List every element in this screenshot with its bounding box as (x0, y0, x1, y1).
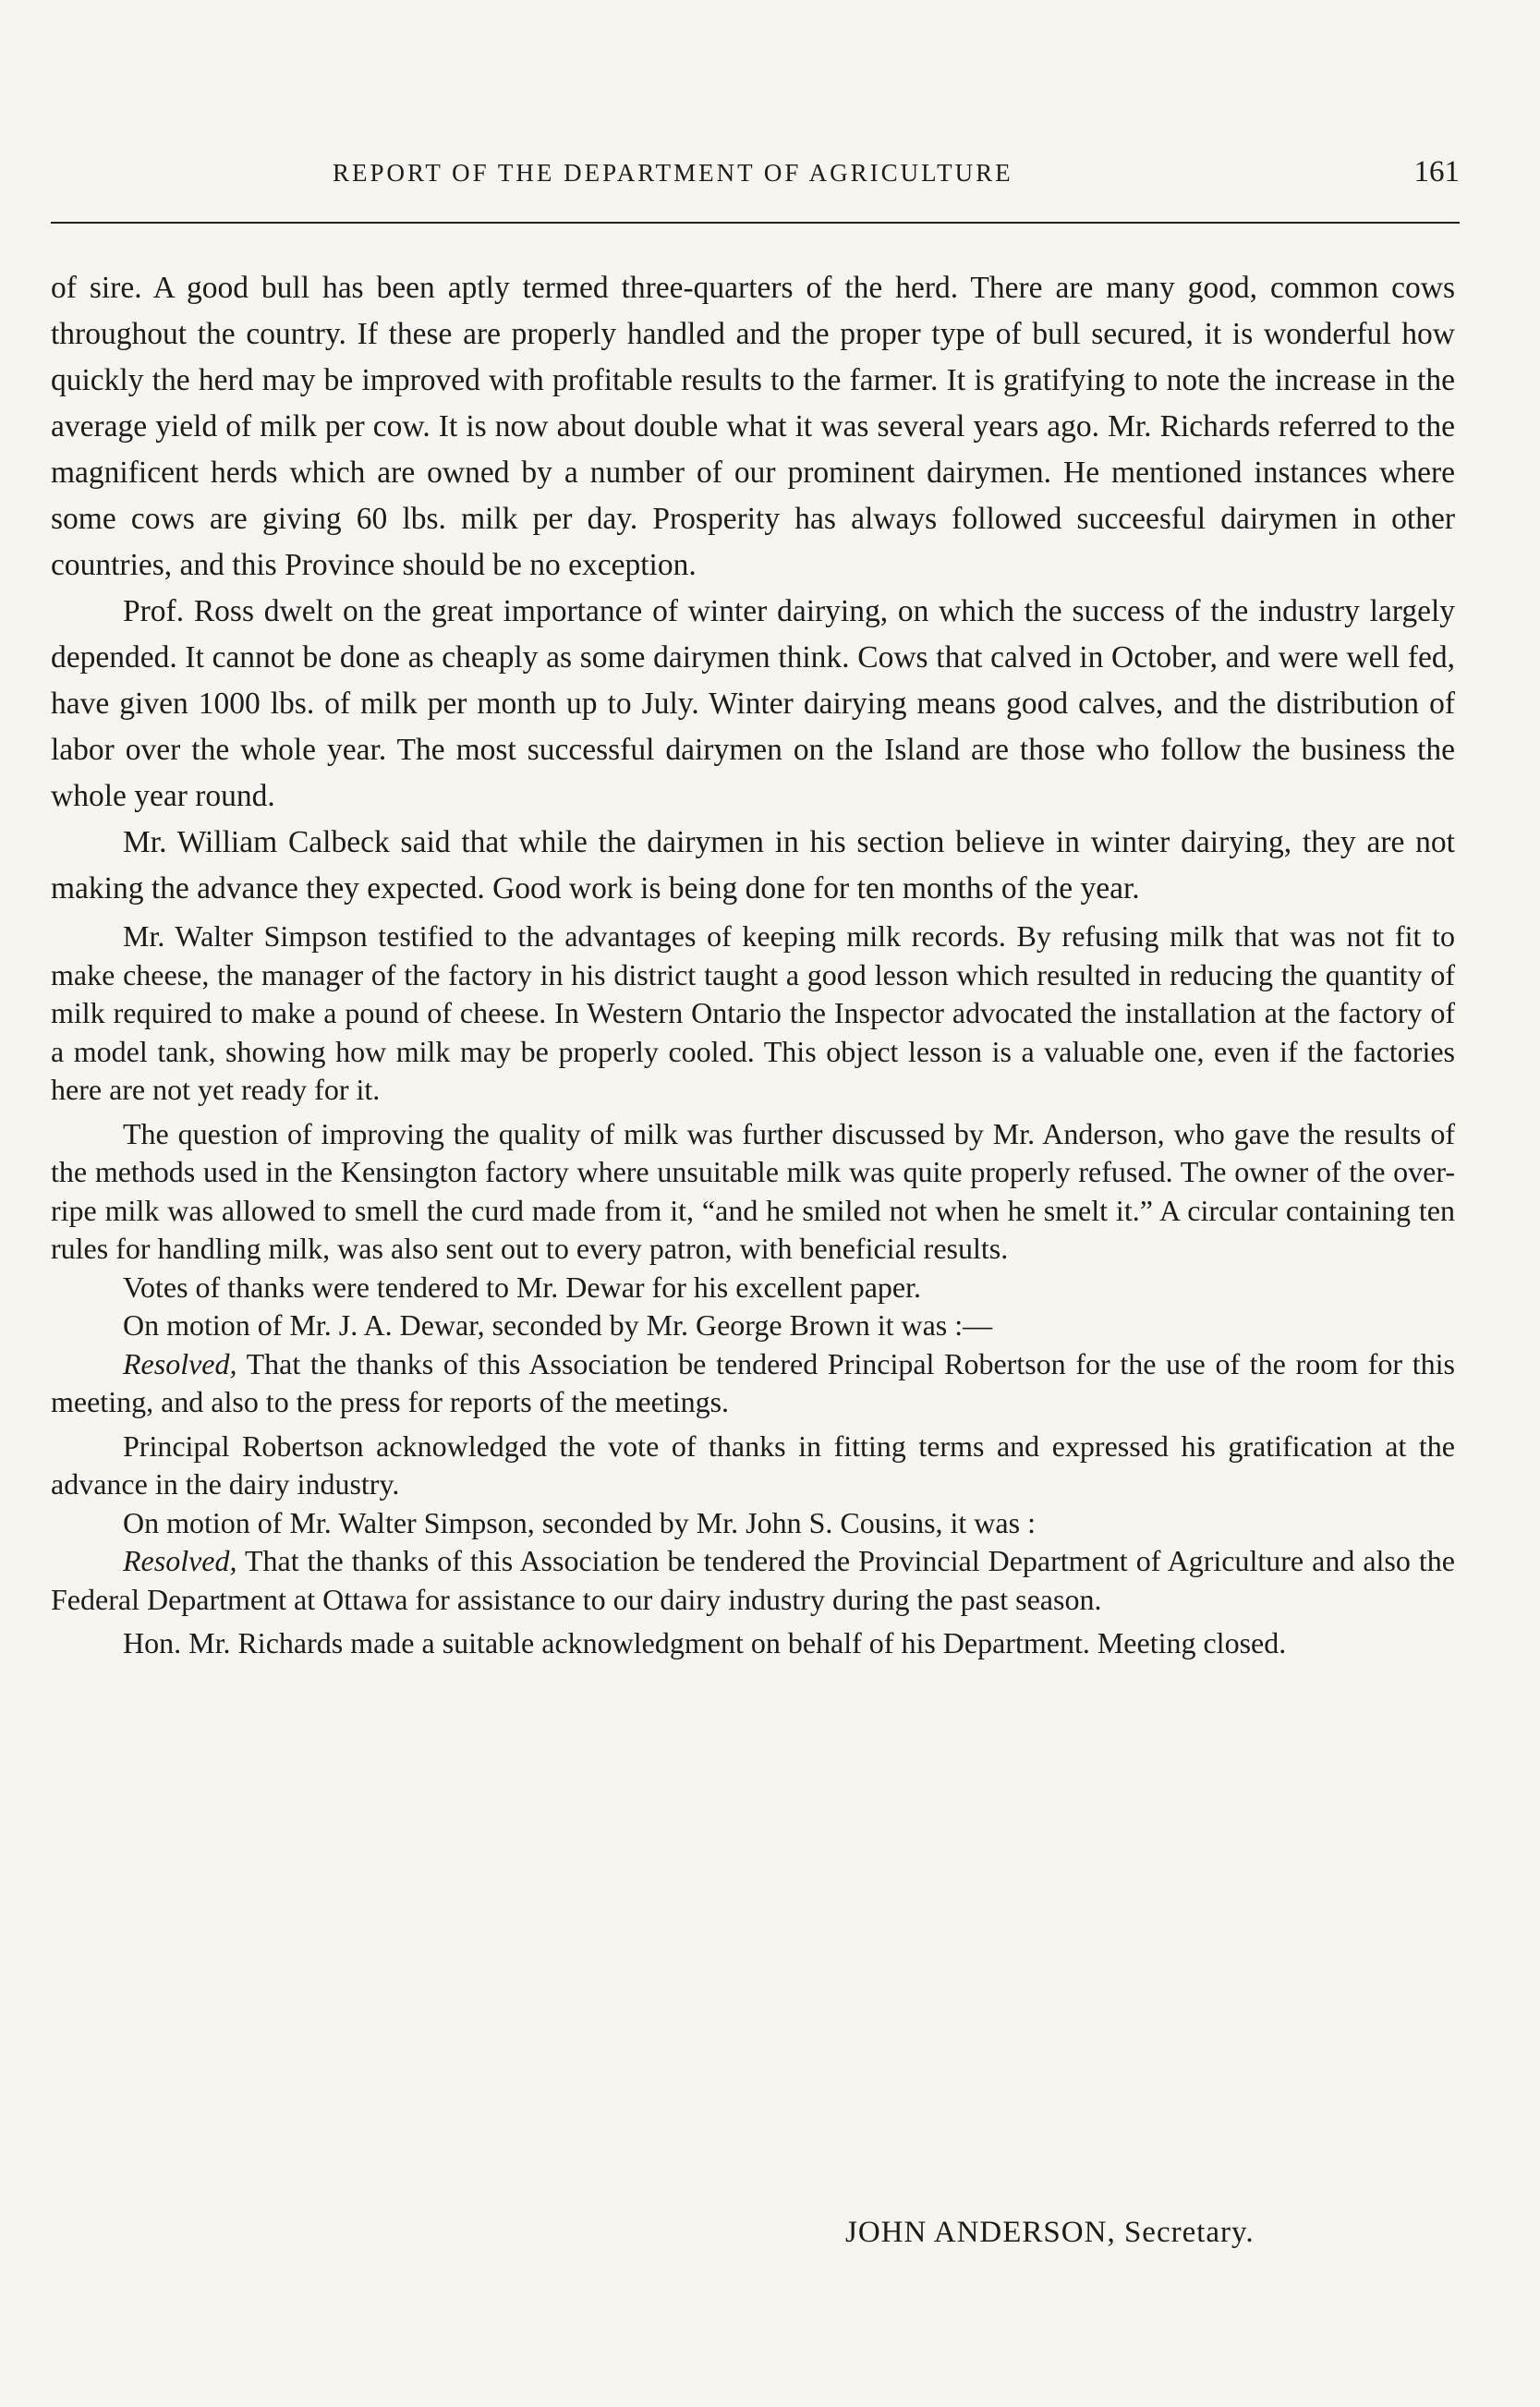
paragraph-robertson-ack: Principal Robertson acknowledged the vote of thanks in fitting terms and expressed his gratification at the advance in the dairy industry. (51, 1428, 1455, 1501)
paragraph-anderson: The question of improving the quality of milk was further discussed by Mr. Anderson, who gave the results of the methods used in the Kensington factory where unsuitable milk was quite properly refused. The owner of the over-ripe milk was allowed to smell the curd made from it, “and he smiled not when he smelt it.” A circular containing ten rules for handling milk, was also sent out to every patron, with beneficial results. (51, 1116, 1455, 1265)
header-rule (51, 222, 1460, 224)
paragraph-simpson: Mr. Walter Simpson testified to the advantages of keeping milk records. By refusing milk that was not fit to make cheese, the manager of the factory in his district taught a good lesson which resulted in reducing the quantity of milk required to make a pound of cheese. In Western Ontario the Inspector advocated the installation at the factory of a model tank, showing how milk may be properly cooled. This object lesson is a valuable one, even if the factories here are not yet ready for it. (51, 919, 1455, 1106)
resolved-label: Resolved, (123, 1346, 237, 1380)
paragraph-prof-ross: Prof. Ross dwelt on the great importance of winter dairying, on which the success of the industry largely depended. It cannot be done as cheaply as some dairymen think. Cows that calved in October, and were well fed, have given 1000 lbs. of milk per month up to July. Winter dairying means good calves, and the distribution of labor over the whole year. The most successful dairymen on the Island are those who follow the business the whole year round. (51, 594, 1455, 813)
resolution-text: That the thanks of this Association be tendered Principal Robertson for the use of the room for this meeting, and also to the press for reports of the meetings. (51, 1346, 1455, 1418)
paragraph-continuation: of sire. A good bull has been aptly termed three-quarters of the herd. There are many good, common cows throughout the country. If these are properly handled and the proper type of bull secured, it is wonderful how quickly the herd may be improved with profitable results to the farmer. It is gratifying to note the increase in the average yield of milk per cow. It is now about double what it was several years ago. Mr. Richards referred to the magnificent herds which are owned by a number of our prominent dairymen. He mentioned instances where some cows are giving 60 lbs. milk per day. Prosperity has always followed succeesful dairymen in other countries, and this Province should be no exception. (51, 271, 1455, 582)
resolution-text: That the thanks of this Association be tendered the Provincial Department of Agriculture and also the Federal Department at Ottawa for assistance to our dairy industry during the past season. (51, 1544, 1455, 1616)
paragraph-richards-closing: Hon. Mr. Richards made a suitable acknowledgment on behalf of his Department. Meeting closed. (123, 1626, 1287, 1659)
running-title: REPORT OF THE DEPARTMENT OF AGRICULTURE (333, 159, 1013, 187)
secretary-signature: JOHN ANDERSON, Secretary. (845, 2216, 1255, 2249)
page-header (51, 155, 1460, 196)
paragraph-motion-simpson: On motion of Mr. Walter Simpson, seconded by Mr. John S. Cousins, it was : (123, 1505, 1036, 1539)
paragraph-votes-of-thanks: Votes of thanks were tendered to Mr. Dewar for his excellent paper. (123, 1270, 922, 1304)
resolution-department (51, 1542, 1455, 1619)
paragraph-calbeck: Mr. William Calbeck said that while the dairymen in his section believe in winter dairying, they are not making the advance they expected. Good work is being done for ten months of the year. (51, 825, 1455, 906)
resolved-label: Resolved, (123, 1544, 237, 1577)
page-number: 161 (1413, 155, 1460, 188)
body-text (51, 265, 1455, 1663)
paragraph-motion-dewar: On motion of Mr. J. A. Dewar, seconded by Mr. George Brown it was :— (123, 1308, 993, 1342)
resolution-robertson (51, 1345, 1455, 1422)
